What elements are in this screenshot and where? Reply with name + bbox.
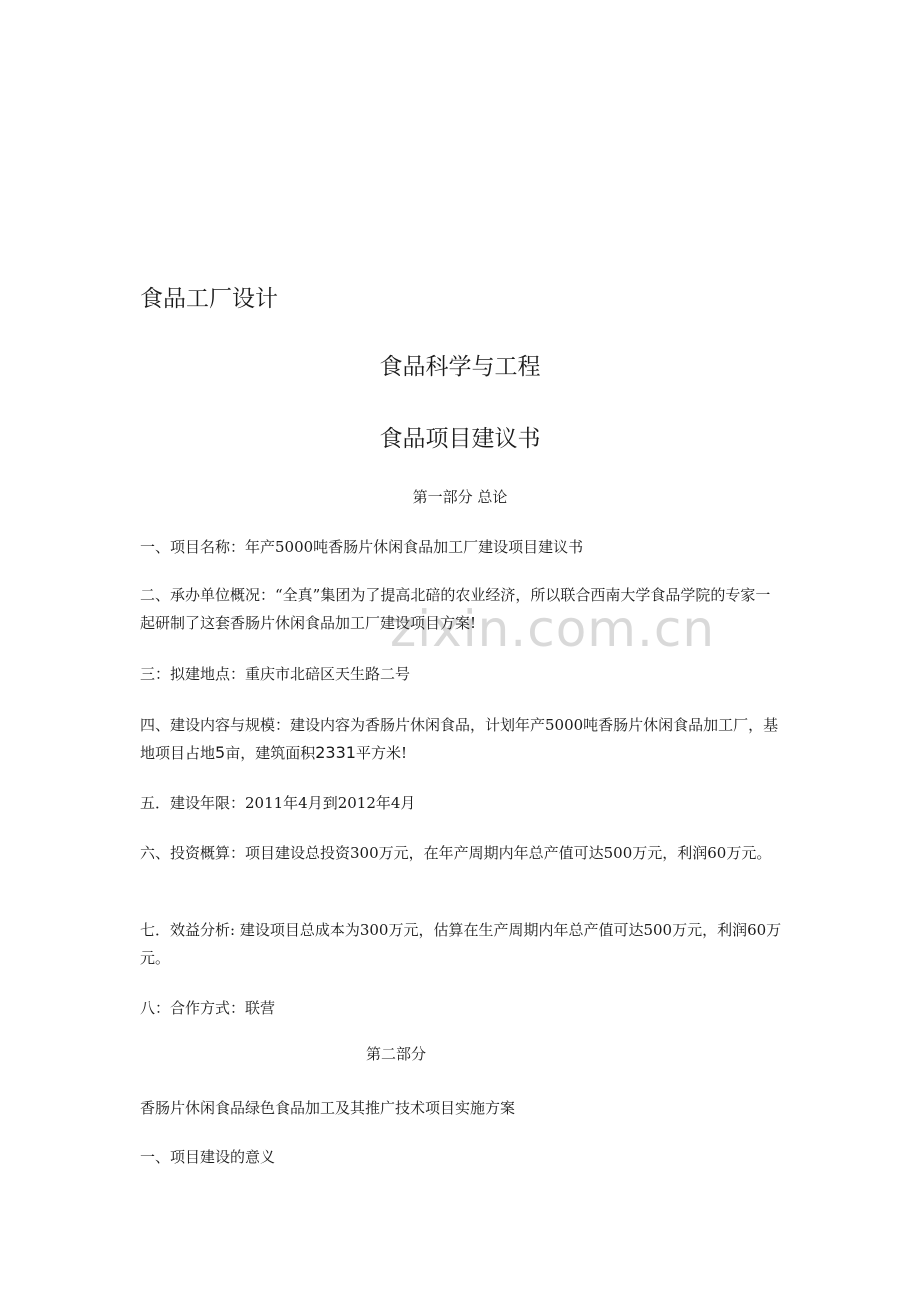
building-area-value: 2331 bbox=[315, 743, 356, 762]
paragraph-benefit: 七．效益分析: 建设项目总成本为300万元，估算在生产周期内年总产值可达500万元，利润60万元。 bbox=[140, 921, 782, 967]
paragraph-cooperation: 八：合作方式：联营 bbox=[140, 999, 276, 1017]
major-heading: 食品科学与工程 bbox=[379, 354, 541, 380]
paragraph-scale bbox=[140, 711, 785, 767]
part-two-subtitle: 香肠片休闲食品绿色食品加工及其推广技术项目实施方案 bbox=[140, 1099, 516, 1117]
part-two-title: 第二部分 bbox=[366, 1045, 427, 1063]
proposal-heading: 食品项目建议书 bbox=[379, 426, 541, 452]
section-significance: 一、项目建设的意义 bbox=[140, 1148, 276, 1166]
paragraph-organizer: 二、承办单位概况：“全真”集团为了提高北碚的农业经济，所以联合西南大学食品学院的专家一起研制了这套香肠片休闲食品加工厂建设项目方案! bbox=[140, 586, 771, 632]
site-area-value: 5 bbox=[215, 743, 226, 762]
paragraph-period: 五．建设年限：2011年4月到2012年4月 bbox=[140, 794, 416, 812]
paragraph-location: 三：拟建地点：重庆市北碚区天生路二号 bbox=[140, 665, 411, 683]
paragraph-investment: 六、投资概算：项目建设总投资300万元，在年产周期内年总产值可达500万元，利润60万元。 bbox=[140, 844, 772, 862]
paragraph-project-name: 一、项目名称：年产5000吨香肠片休闲食品加工厂建设项目建议书 bbox=[140, 538, 584, 556]
watermark: zixin.com.cn bbox=[390, 600, 716, 658]
document-title: 食品工厂设计 bbox=[140, 286, 278, 312]
scale-text-b: 亩，建筑面积 bbox=[225, 744, 316, 762]
part-one-title: 第一部分 总论 bbox=[412, 488, 508, 506]
scale-text-a: 四、建设内容与规模：建设内容为香肠片休闲食品，计划年产5000吨香肠片休闲食品加工厂，基地项目占地 bbox=[140, 716, 779, 762]
scale-text-c: 平方米! bbox=[355, 744, 407, 762]
